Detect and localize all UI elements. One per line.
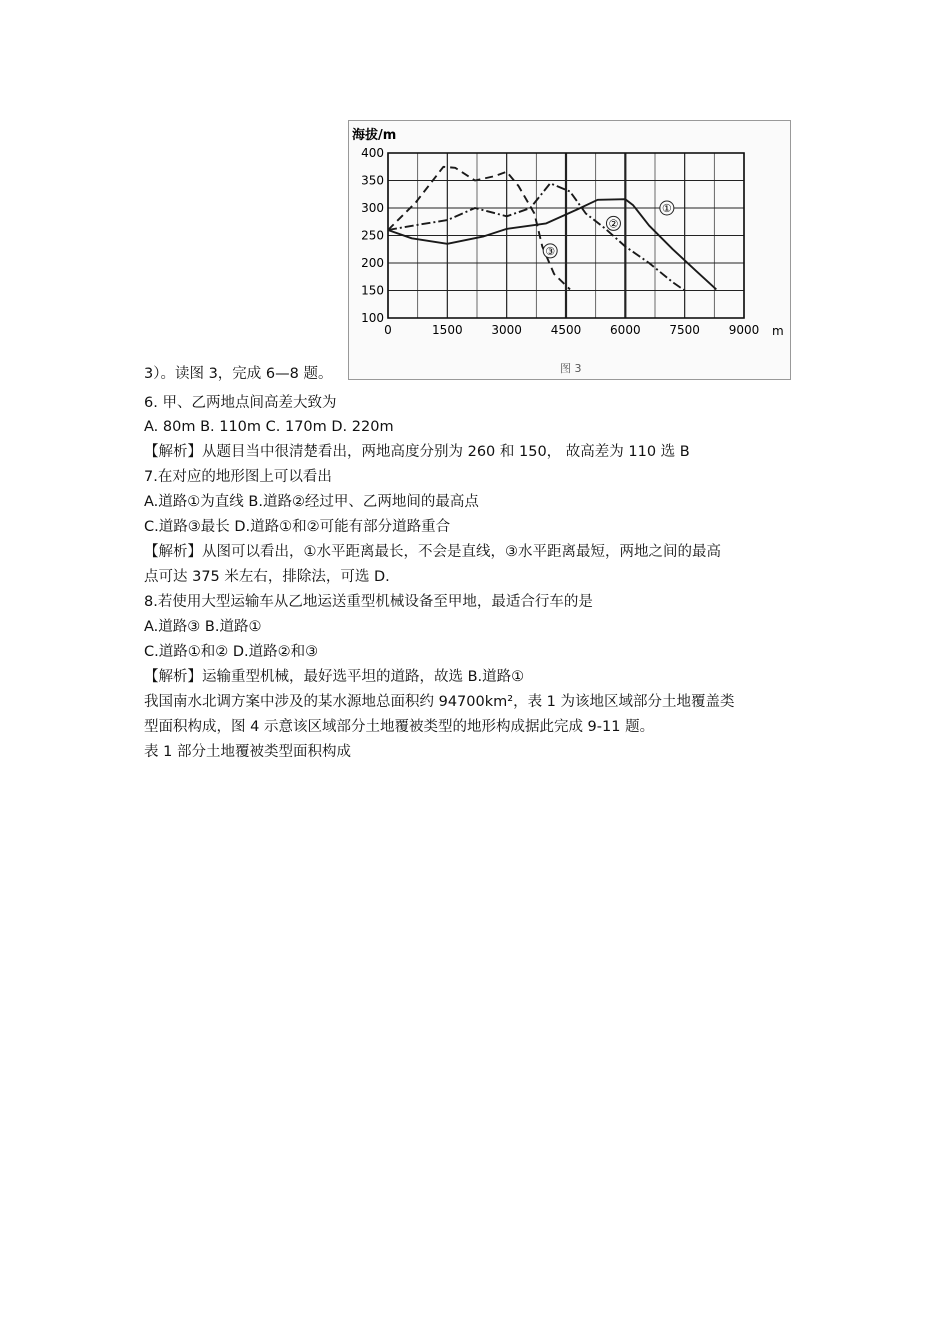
figure-caption: 图 3 [560,362,582,375]
question-7: 7.在对应的地形图上可以看出 [144,469,332,485]
figure-border [349,121,791,380]
question-7-analysis-line1: 【解析】从图可以看出，①水平距离最长，不会是直线，③水平距离最短，两地之间的最高 [144,544,721,560]
y-tick-label: 250 [361,228,384,243]
y-tick-label: 350 [361,173,384,188]
y-axis-label: 海拔/m [352,128,397,143]
y-tick-label: 150 [361,283,384,298]
x-axis-unit: m [772,324,784,338]
x-tick-label: 3000 [491,323,522,337]
passage-line2: 型面积构成，图 4 示意该区域部分土地覆被类型的地形构成据此完成 9-11 题。 [144,719,655,735]
question-8: 8.若使用大型运输车从乙地运送重型机械设备至甲地，最适合行车的是 [144,594,593,610]
elevation-chart [348,120,791,380]
x-tick-label: 0 [384,323,392,337]
route-marker-label: ③ [545,244,556,258]
question-8-analysis: 【解析】运输重型机械，最好选平坦的道路，故选 B.道路① [144,669,525,685]
question-8-options-cd: C.道路①和② D.道路②和③ [144,644,319,660]
route-marker-2 [606,216,620,230]
x-tick-label: 4500 [550,323,582,337]
route-marker-label: ② [608,217,619,231]
passage-line1: 我国南水北调方案中涉及的某水源地总面积约 94700km²，表 1 为该地区域部分土地覆盖类 [144,694,735,710]
question-6-analysis: 【解析】从题目当中很清楚看出，两地高度分别为 260 和 150， 故高差为 110 选 B [144,444,690,460]
route-marker-label: ① [661,202,672,215]
route-marker-1 [660,201,674,215]
x-tick-label: 7500 [669,323,700,337]
y-tick-label: 400 [361,146,384,160]
y-tick-label: 200 [361,256,384,270]
question-7-options-cd: C.道路③最长 D.道路①和②可能有部分道路重合 [144,519,451,535]
question-6-options: A. 80m B. 110m C. 170m D. 220m [144,419,394,435]
x-tick-label: 6000 [610,323,641,337]
question-6: 6. 甲、乙两地点间高差大致为 [144,395,337,411]
table-1-caption: 表 1 部分土地覆被类型面积构成 [144,744,351,760]
question-7-analysis-line2: 点可达 375 米左右，排除法，可选 D. [144,569,390,585]
question-7-options-ab: A.道路①为直线 B.道路②经过甲、乙两地间的最高点 [144,494,479,510]
x-tick-label: 1500 [432,323,463,337]
question-8-options-ab: A.道路③ B.道路① [144,619,262,635]
x-tick-label: 9000 [728,323,760,337]
y-tick-label: 300 [361,201,384,215]
route-marker-3 [543,244,557,258]
y-tick-label: 100 [361,311,384,325]
intro-fragment: 3）。读图 3，完成 6—8 题。 [144,366,333,382]
elevation-profile-figure [348,120,791,380]
